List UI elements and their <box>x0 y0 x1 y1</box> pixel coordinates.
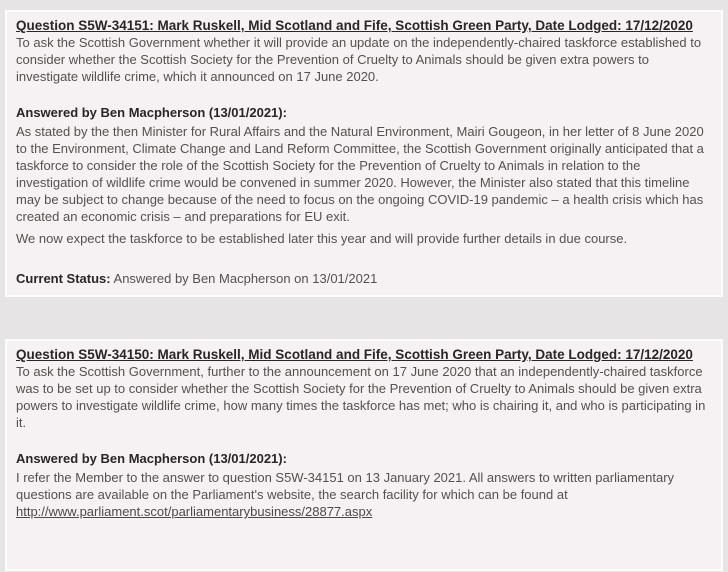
page <box>0 10 728 571</box>
parliament-website-link[interactable]: http://www.parliament.scot/parliamentarybusiness/28877.aspx <box>16 504 373 519</box>
answer-paragraph: We now expect the taskforce to be established later this year and will provide further details in due course. <box>16 231 628 246</box>
answer-text: I refer the Member to the answer to question S5W-34151 on 13 January 2021. All answers to written parliamentary questions are available on the Parliament's website, the search facility for which can be found at <box>16 470 675 502</box>
current-status-label: Current Status: <box>16 271 111 286</box>
question-header-link[interactable]: Question S5W-34150: Mark Ruskell, Mid Scotland and Fife, Scottish Green Party, Date Lodged: 17/12/2020 <box>16 347 693 362</box>
answer-paragraph: As stated by the then Minister for Rural Affairs and the Natural Environment, Mairi Gougeon, in her letter of 8 June 2020 to the Environment, Climate Change and Land Reform Committee, the Scottish Government originally anticipated that a taskforce to consider the role of the Scottish Society for the Prevention of Cruelty to Animals in relation to the investigation of wildlife crime would be convened in summer 2020. However, the Minister also stated that this timeline may be subject to change because of the need to focus on the ongoing COVID-19 pandemic – a health crisis which has created an economic crisis – and preparations for EU exit. <box>16 124 704 224</box>
current-status-line <box>16 270 712 287</box>
question-block-s5w-34151 <box>5 10 723 297</box>
answer-paragraph <box>16 469 712 520</box>
question-text: To ask the Scottish Government whether it will provide an update on the independently-chaired taskforce established to consider whether the Scottish Society for the Prevention of Cruelty to Animals should be given extra powers to investigate wildlife crime, which it announced on 17 June 2020. <box>16 35 702 84</box>
question-block-s5w-34150 <box>5 339 723 571</box>
answered-by-heading: Answered by Ben Macpherson (13/01/2021): <box>16 105 287 120</box>
current-status-value: Answered by Ben Macpherson on 13/01/2021 <box>110 271 378 286</box>
question-text: To ask the Scottish Government, further to the announcement on 17 June 2020 that an independently-chaired taskforce was to be set up to consider whether the Scottish Society for the Prevention of Cruelty to Animals should be given extra powers to investigate wildlife crime, how many times the taskforce has met; who is chairing it, and who is participating in it. <box>16 364 706 430</box>
question-header-link[interactable]: Question S5W-34151: Mark Ruskell, Mid Scotland and Fife, Scottish Green Party, Date Lodged: 17/12/2020 <box>16 18 693 33</box>
answered-by-heading: Answered by Ben Macpherson (13/01/2021): <box>16 451 287 466</box>
